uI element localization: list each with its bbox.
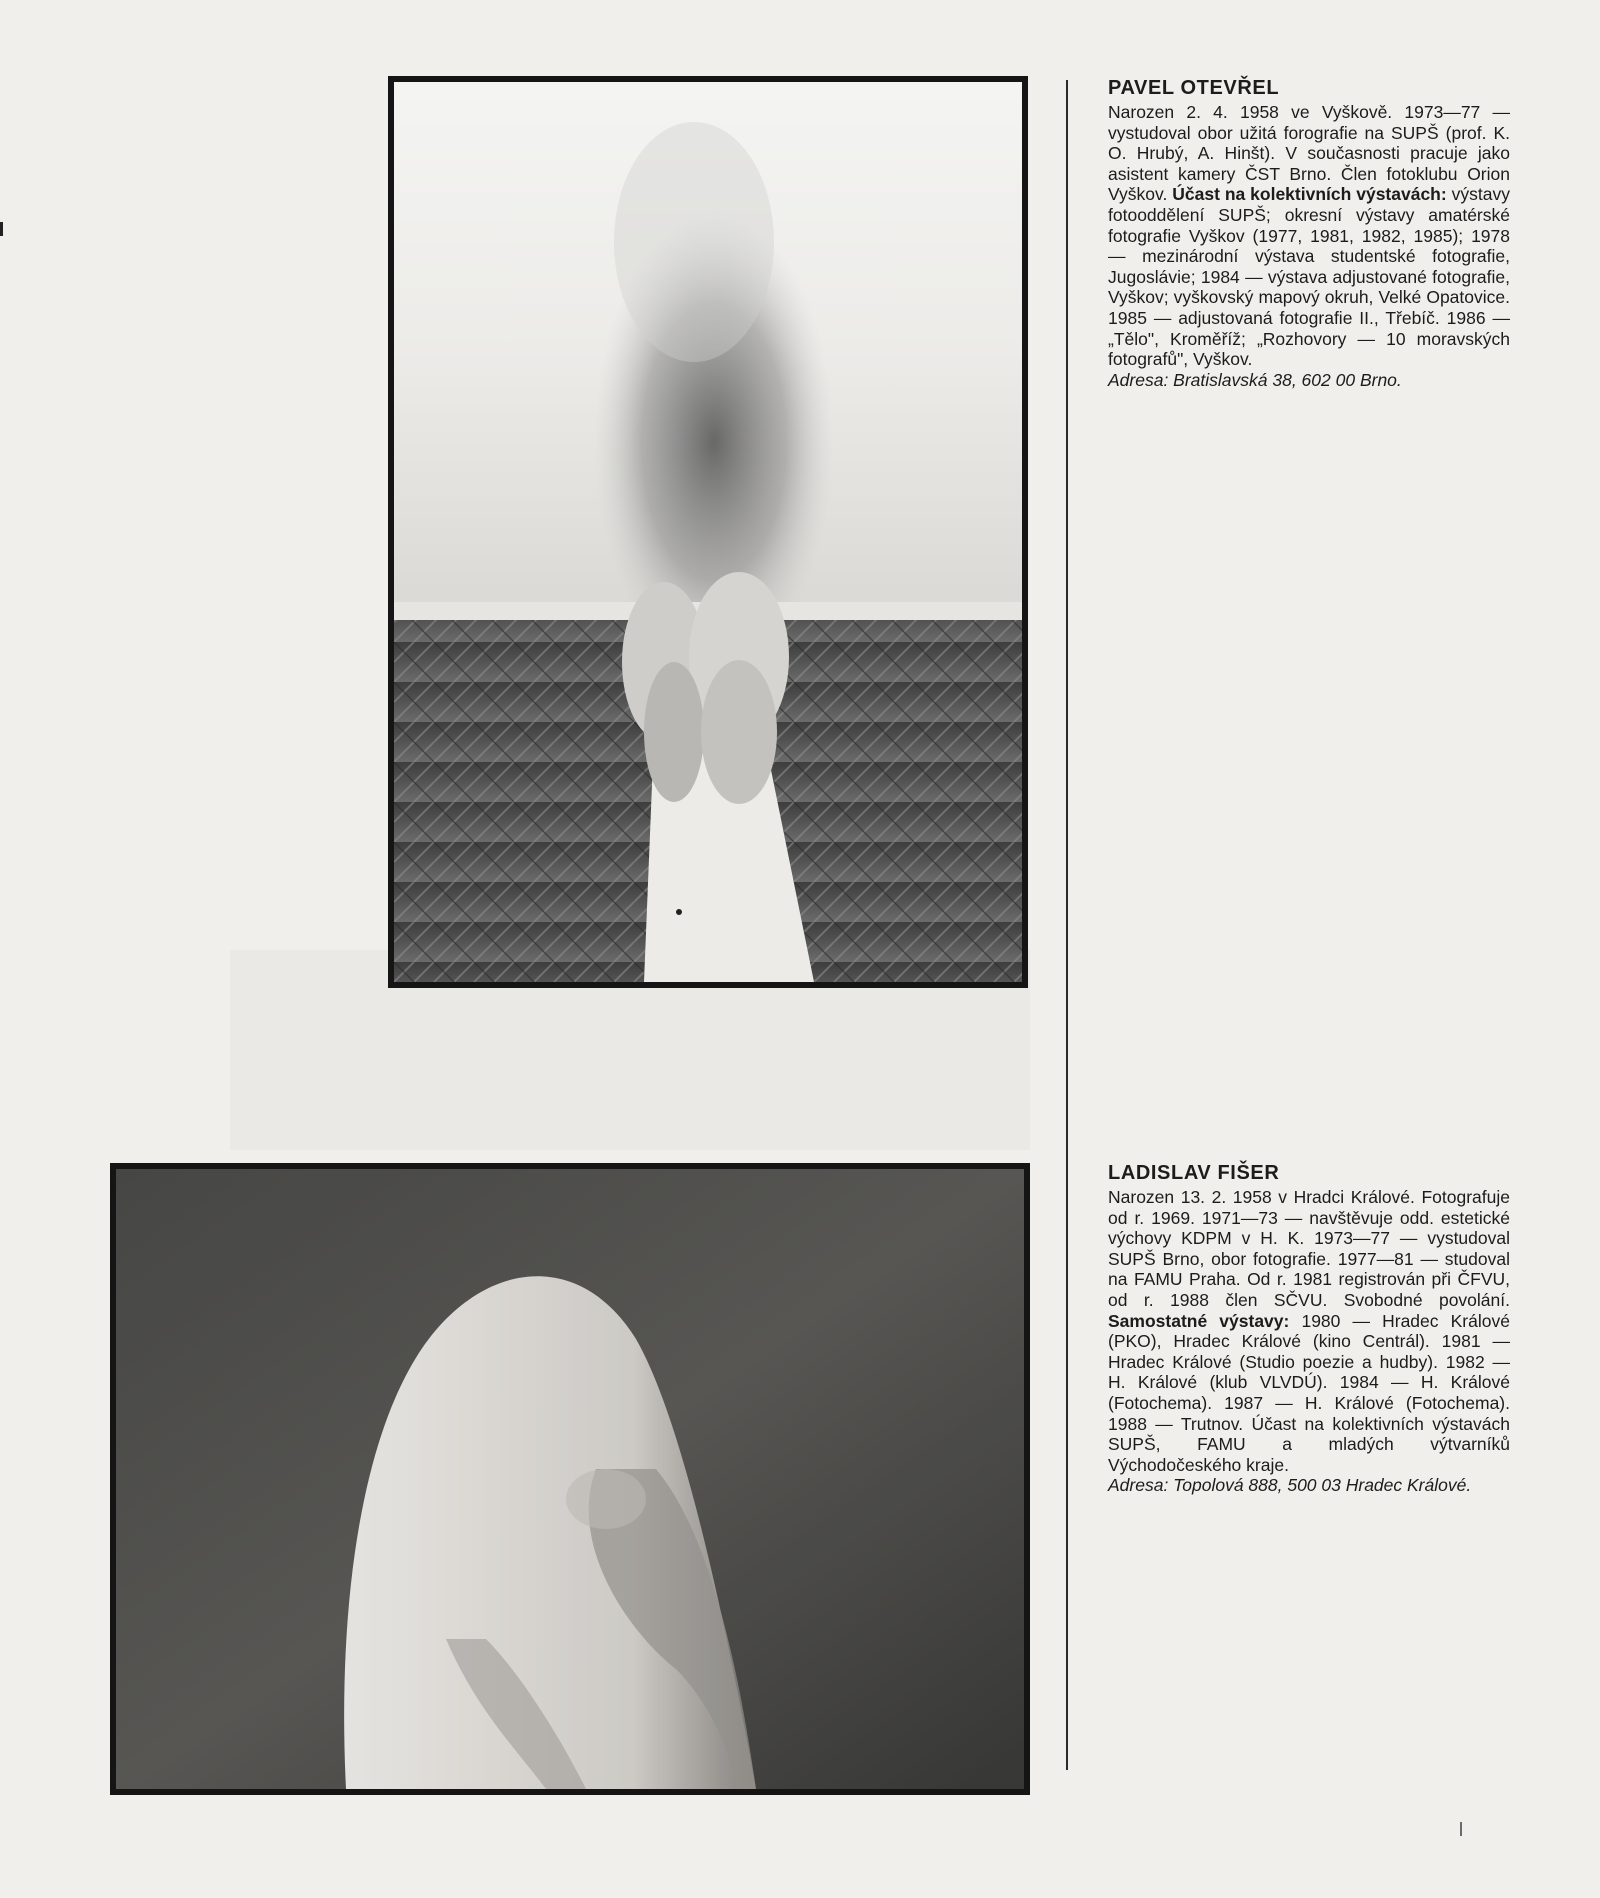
photo-figure-bent-image [116, 1169, 1024, 1789]
bio-address: Adresa: Bratislavská 38, 602 00 Brno. [1108, 369, 1402, 390]
bio-address: Adresa: Topolová 888, 500 03 Hradec Králové. [1108, 1475, 1472, 1496]
bio-text-part-1: Narozen 2. 4. 1958 ve Vyškově. 1973—77 — vystudoval obor užitá forografie na SUPŠ (prof. K. O. Hrubý, A. Hinšt). V současnosti pracuje jako asistent kamery ČST Brno. Člen fotoklubu Orion Vyškov. [1108, 102, 1510, 205]
bio-label-exhibitions: Samostatné výstavy: [1108, 1310, 1290, 1331]
bio-text-part-1: Narozen 13. 2. 1958 v Hradci Králové. Fotografuje od r. 1969. 1971—73 — navštěvuje odd. estetické výchovy KDPM v H. K. 1973—77 — vystudoval SUPŠ Brno, obor fotografie. 1977—81 — studoval na FAMU Praha. Od r. 1981 registrován při ČFVU, od r. 1988 člen SČVU. Svobodné povolání. [1108, 1187, 1510, 1310]
column-divider [1066, 80, 1068, 1770]
photo-fiser [110, 1163, 1030, 1795]
bio-body [1108, 1187, 1510, 1496]
bio-text [1108, 1187, 1510, 1475]
bio-name: LADISLAV FIŠER [1108, 1162, 1280, 1184]
bio-label-exhibitions: Účast na kolektivních výstavách: [1172, 184, 1447, 205]
photo-figure-kneeling-image [394, 82, 1022, 982]
bio-text [1108, 102, 1510, 370]
bio-ladislav-fiser [1108, 1161, 1510, 1496]
bio-name: PAVEL OTEVŘEL [1108, 77, 1280, 99]
bio-text-part-2: 1980 — Hradec Králové (PKO), Hradec Králové (kino Centrál). 1981 — Hradec Králové (Studio poezie a hudby). 1982 — H. Králové (klub VLVDÚ). 1984 — H. Králové (Fotochema). 1987 — H. Králové (Fotochema). 1988 — Trutnov. Účast na kolektivních výstavách SUPŠ, FAMU a mladých výtvarníků Východočeského kraje. [1108, 1310, 1510, 1475]
corner-mark [1460, 1822, 1462, 1836]
edge-mark [0, 222, 3, 236]
bio-text-part-2: výstavy fotooddělení SUPŠ; okresní výstavy amatérské fotografie Vyškov (1977, 1981, 1982, 1985); 1978 — mezinárodní výstava studentské fotografie, Jugoslávie; 1984 — výstava adjustované fotografie, Vyškov; vyškovský mapový okruh, Velké Opatovice. 1985 — adjustovaná fotografie II., Třebíč. 1986 — „Tělo", Kroměříž; „Rozhovory — 10 moravských fotografů", Vyškov. [1108, 184, 1510, 370]
photo-otevrel [388, 76, 1028, 988]
bio-body [1108, 102, 1510, 390]
bio-pavel-otevrel [1108, 76, 1510, 390]
